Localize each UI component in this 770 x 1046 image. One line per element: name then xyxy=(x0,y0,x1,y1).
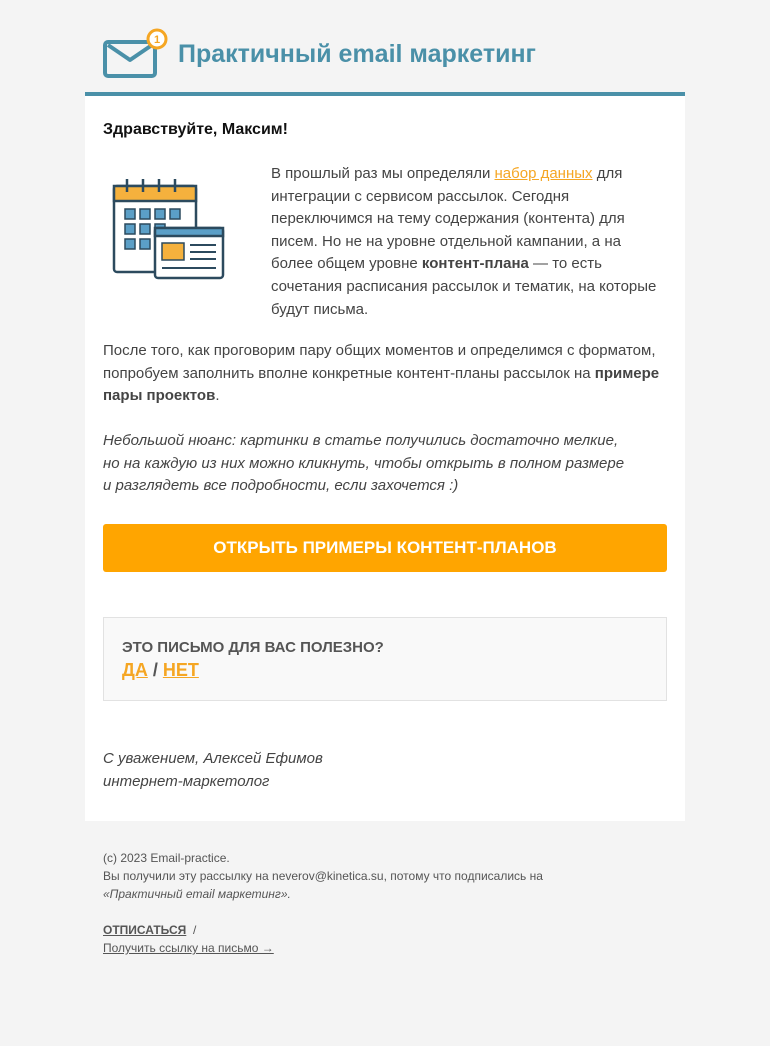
signature-role: интернет-маркетолог xyxy=(103,772,270,790)
intro-bold: контент-плана xyxy=(421,255,529,273)
brand-quote: «Практичный email маркетинг». xyxy=(103,887,291,901)
feedback-poll xyxy=(103,617,667,701)
para2-end: . xyxy=(215,387,220,405)
footer-separator: / xyxy=(192,923,197,937)
note-line-1: Небольшой нюанс: картинки в статье получились достаточно мелкие, xyxy=(103,432,619,449)
unsubscribe-link[interactable]: ОТПИСАТЬСЯ xyxy=(103,923,187,937)
header xyxy=(85,24,685,96)
subscription-notice xyxy=(103,867,563,903)
get-link-link[interactable]: Получить ссылку на письмо → xyxy=(103,941,274,955)
second-paragraph xyxy=(103,340,669,408)
poll-separator: / xyxy=(152,660,158,680)
intro-text-3: — то есть сочетания расписания рассылок и тематик, на которые будут письма. xyxy=(271,255,657,318)
open-examples-button[interactable]: ОТКРЫТЬ ПРИМЕРЫ КОНТЕНТ-ПЛАНОВ xyxy=(103,524,667,572)
email-card xyxy=(85,96,685,821)
para2-text: После того, как проговорим пару общих моментов и определимся с форматом, попробуем заполнить вполне конкретные контент-планы рассылок на xyxy=(103,342,656,382)
subscribed-text: Вы получили эту рассылку на neverov@kinetica.su, потому что подписались на xyxy=(103,869,543,883)
intro-text: В прошлый раз мы определяли xyxy=(271,165,495,182)
poll-no-link[interactable]: НЕТ xyxy=(162,660,199,680)
dataset-link[interactable]: набор данных xyxy=(494,165,593,182)
signature xyxy=(103,748,323,793)
envelope-icon xyxy=(103,28,169,80)
signature-name: С уважением, Алексей Ефимов xyxy=(103,750,323,767)
note-line-2: но на каждую из них можно кликнуть, чтобы открыть в полном размере xyxy=(103,454,625,472)
note-paragraph xyxy=(103,430,669,498)
poll-question: ЭТО ПИСЬМО ДЛЯ ВАС ПОЛЕЗНО? xyxy=(122,639,384,656)
poll-answers xyxy=(122,660,199,681)
calendar-icon xyxy=(111,176,227,284)
footer xyxy=(103,849,563,957)
poll-yes-link[interactable]: ДА xyxy=(122,660,148,680)
para2-bold: примере пары проектов xyxy=(103,364,660,405)
note-line-3: и разглядеть все подробности, если захочется :) xyxy=(103,477,459,495)
intro-paragraph xyxy=(271,163,667,321)
copyright: (c) 2023 Email-practice. xyxy=(103,851,230,865)
brand-title: Практичный email маркетинг xyxy=(178,40,536,68)
intro-text-2: для интеграции с сервисом рассылок. Сегодня переключимся на тему содержания (контента) для писем. Но не на уровне отдельной кампании, а на более общем уровне xyxy=(271,165,625,273)
footer-links xyxy=(103,921,563,957)
greeting: Здравствуйте, Максим! xyxy=(103,121,288,138)
notification-badge: 1 xyxy=(153,34,161,46)
